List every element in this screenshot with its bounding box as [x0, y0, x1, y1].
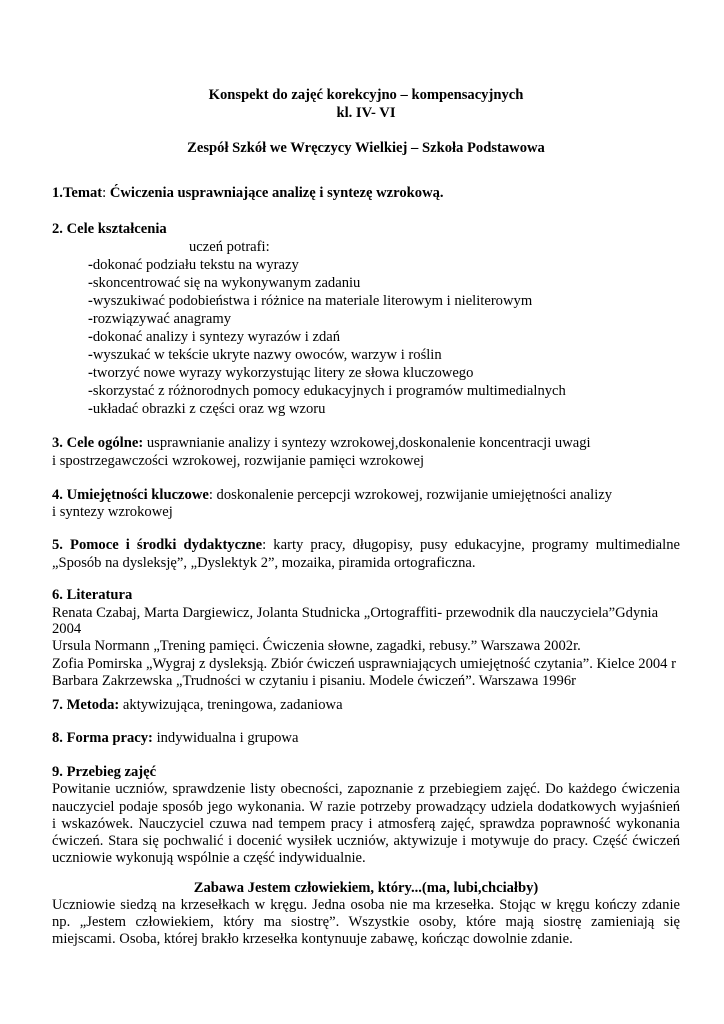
- goal-item: -dokonać podziału tekstu na wyrazy: [88, 257, 299, 273]
- title-line-2: kl. IV- VI: [336, 105, 396, 121]
- game-paragraph-line: miejscami. Osoba, której brakło krzesełka kontynuuje zabawę, kończąc dowolnie zdanie.: [52, 931, 573, 947]
- title-line-1: Konspekt do zajęć korekcyjno – kompensacyjnych: [208, 87, 524, 103]
- lesson-paragraph-line: ćwiczeń. Stara się pochwalić i docenić wysiłek uczniów, aktywizuje i motywuje do pracy. Część ćwiczeń: [52, 833, 680, 849]
- method: 7. Metoda: aktywizująca, treningowa, zadaniowa: [52, 697, 343, 713]
- key-skills-cont: i syntezy wzrokowej: [52, 504, 173, 520]
- general-goals-cont: i spostrzegawczości wzrokowej, rozwijanie pamięci wzrokowej: [52, 453, 424, 469]
- lesson-heading: 9. Przebieg zajęć: [52, 764, 157, 780]
- lesson-paragraph-line: uczniowie wykonują wspólnie a część indywidualnie.: [52, 850, 366, 866]
- goal-item: -wyszukać w tekście ukryte nazwy owoców, warzyw i roślin: [88, 347, 442, 363]
- goal-item: -skoncentrować się na wykonywanym zadaniu: [88, 275, 361, 291]
- goal-item: -skorzystać z różnorodnych pomocy edukacyjnych i programów multimedialnych: [88, 383, 566, 399]
- goal-item: -układać obrazki z części oraz wg wzoru: [88, 401, 326, 417]
- key-skills: 4. Umiejętności kluczowe: doskonalenie percepcji wzrokowej, rozwijanie umiejętności analizy: [52, 487, 613, 503]
- literature-item: Zofia Pomirska „Wygraj z dysleksją. Zbiór ćwiczeń usprawniających umiejętność czytania”. Kielce 2004 r: [52, 656, 676, 672]
- literature-item: Ursula Normann „Trening pamięci. Ćwiczenia słowne, zagadki, rebusy.” Warszawa 2002r.: [52, 638, 581, 654]
- goal-item: -rozwiązywać anagramy: [88, 311, 232, 327]
- school-name: Zespół Szkół we Wręczycy Wielkiej – Szkoła Podstawowa: [187, 140, 545, 156]
- lesson-paragraph-line: nauczyciel podaje sposób jego wykonania. W razie potrzeby prowadzący udziela dodatkowych wyjaśnień: [52, 799, 680, 815]
- goal-item: -wyszukiwać podobieństwa i różnice na materiale literowym i nieliterowym: [88, 293, 533, 309]
- literature-heading: 6. Literatura: [52, 587, 133, 603]
- teaching-aids-cont: „Sposób na dysleksję”, „Dyslektyk 2”, mozaika, piramida ortograficzna.: [52, 555, 476, 571]
- game-paragraph-line: np. „Jestem człowiekiem, który ma siostrę”. Wszystkie osoby, które mają siostrę zamieniają się: [52, 914, 680, 930]
- general-goals: 3. Cele ogólne: usprawnianie analizy i syntezy wzrokowej,doskonalenie koncentracji uwagi: [52, 435, 591, 451]
- goal-item: -tworzyć nowe wyrazy wykorzystując litery ze słowa kluczowego: [88, 365, 474, 381]
- lesson-paragraph-line: i wskazówek. Nauczyciel czuwa nad tempem pracy i atmosferą zajęć, sprawdza poprawność wykonania: [52, 816, 680, 832]
- education-goals-intro: uczeń potrafi:: [189, 239, 270, 255]
- game-paragraph-line: Uczniowie siedzą na krzesełkach w kręgu. Jedna osoba nie ma krzesełka. Stojąc w kręgu kończy zdanie: [52, 897, 680, 913]
- literature-item: 2004: [52, 621, 82, 637]
- education-goals-heading: 2. Cele kształcenia: [52, 221, 167, 237]
- literature-item: Renata Czabaj, Marta Dargiewicz, Jolanta Studnicka „Ortograffiti- przewodnik dla nauczyciela”Gdynia: [52, 605, 659, 621]
- work-form: 8. Forma pracy: indywidualna i grupowa: [52, 730, 299, 746]
- game-title: Zabawa Jestem człowiekiem, który...(ma, lubi,chciałby): [193, 880, 539, 896]
- goal-item: -dokonać analizy i syntezy wyrazów i zdań: [88, 329, 341, 345]
- topic: 1.Temat: Ćwiczenia usprawniające analizę i syntezę wzrokową.: [52, 185, 444, 201]
- teaching-aids: 5. Pomoce i środki dydaktyczne: karty pracy, długopisy, pusy edukacyjne, programy multimedialne: [52, 537, 680, 553]
- lesson-paragraph-line: Powitanie uczniów, sprawdzenie listy obecności, zapoznanie z przebiegiem zajęć. Do każdego ćwiczenia: [52, 781, 680, 797]
- literature-item: Barbara Zakrzewska „Trudności w czytaniu i pisaniu. Modele ćwiczeń”. Warszawa 1996r: [52, 673, 577, 689]
